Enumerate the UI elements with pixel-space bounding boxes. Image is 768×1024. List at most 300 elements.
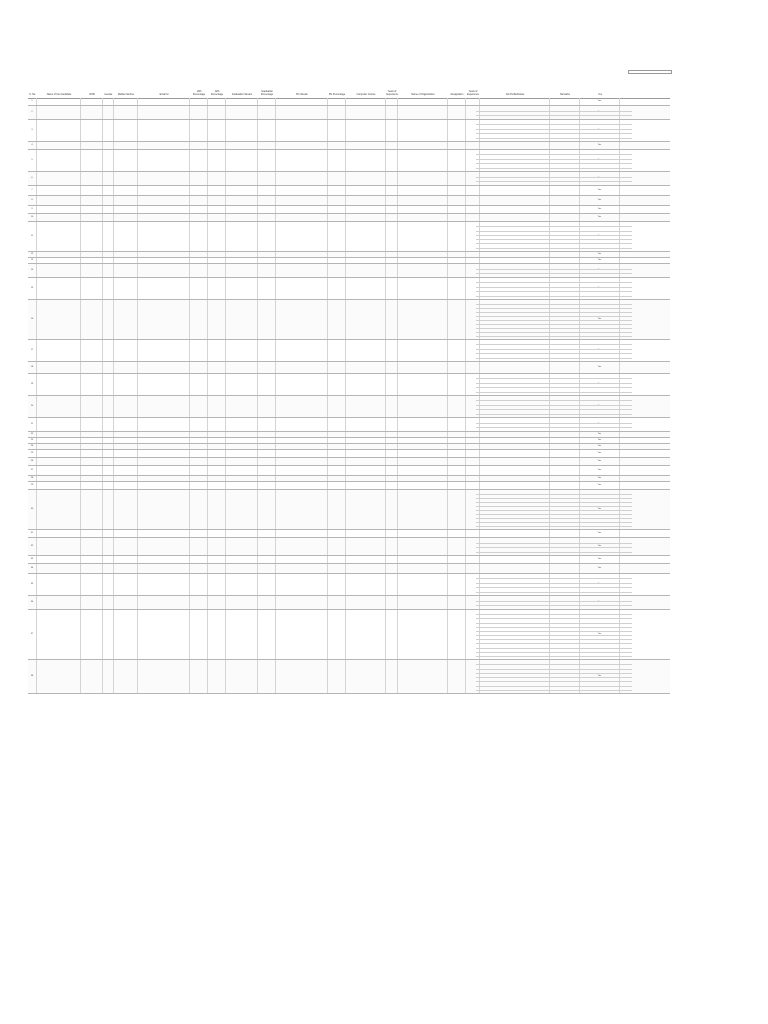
email-link[interactable] <box>138 530 190 537</box>
table-cell <box>346 252 386 257</box>
table-row <box>28 530 670 538</box>
eligibility-value: Yes <box>580 264 620 277</box>
table-cell <box>386 530 398 537</box>
candidate-name <box>37 150 81 171</box>
email-link[interactable] <box>138 476 190 481</box>
table-cell <box>81 222 103 251</box>
table-row <box>28 142 670 150</box>
email-link[interactable] <box>138 106 190 119</box>
table-cell <box>398 458 448 465</box>
header-cell: Name of Organization <box>411 93 435 96</box>
sub-row-divider <box>476 405 632 406</box>
table-cell <box>276 574 328 595</box>
table-header <box>28 70 670 99</box>
email-link[interactable] <box>138 374 190 395</box>
table-cell <box>346 258 386 263</box>
table-cell <box>398 482 448 489</box>
table-cell <box>208 538 226 555</box>
table-cell <box>398 418 448 431</box>
sub-row-divider <box>476 652 632 653</box>
table-cell <box>346 432 386 437</box>
sub-row-divider <box>476 526 632 527</box>
table-cell <box>114 340 138 361</box>
email-link[interactable] <box>138 98 190 105</box>
candidate-name <box>37 476 81 481</box>
table-cell <box>258 432 276 437</box>
sub-row-divider <box>476 427 632 428</box>
sub-row-divider <box>476 387 632 388</box>
eligibility-value: Yes <box>580 530 620 537</box>
table-cell <box>386 278 398 299</box>
email-link[interactable] <box>138 444 190 449</box>
sub-row-divider <box>476 592 632 593</box>
table-cell <box>448 120 466 141</box>
table-cell <box>190 362 208 373</box>
table-cell <box>103 396 114 417</box>
table-cell <box>466 438 480 443</box>
eligibility-value: Yes <box>580 476 620 481</box>
table-cell <box>258 252 276 257</box>
table-cell <box>258 438 276 443</box>
table-cell <box>190 252 208 257</box>
email-link[interactable] <box>138 538 190 555</box>
sub-row-divider <box>476 543 632 544</box>
table-cell <box>386 106 398 119</box>
email-link[interactable] <box>138 142 190 149</box>
table-cell <box>103 120 114 141</box>
table-cell <box>448 106 466 119</box>
table-cell <box>226 538 258 555</box>
table-cell <box>103 466 114 475</box>
table-cell <box>466 418 480 431</box>
table-cell <box>258 300 276 339</box>
table-cell <box>226 556 258 563</box>
candidate-name <box>37 300 81 339</box>
table-cell <box>466 98 480 105</box>
table-cell <box>226 530 258 537</box>
table-cell <box>190 530 208 537</box>
row-number: 2 <box>28 106 37 119</box>
row-number: 26 <box>28 458 37 465</box>
table-cell <box>208 556 226 563</box>
table-cell <box>550 142 580 149</box>
table-cell <box>276 564 328 573</box>
table-cell <box>466 172 480 185</box>
table-cell <box>328 196 346 205</box>
table-cell <box>550 444 580 449</box>
header-note <box>628 70 672 74</box>
sub-row-divider <box>476 133 632 134</box>
candidate-name <box>37 362 81 373</box>
table-cell <box>114 610 138 659</box>
table-cell <box>81 186 103 195</box>
table-cell <box>480 142 550 149</box>
table-row <box>28 396 670 418</box>
table-cell <box>81 150 103 171</box>
table-cell <box>346 564 386 573</box>
table-cell <box>208 214 226 221</box>
table-cell <box>226 432 258 437</box>
email-link[interactable] <box>138 490 190 529</box>
table-cell <box>208 222 226 251</box>
table-cell <box>276 206 328 213</box>
email-link[interactable] <box>138 186 190 195</box>
email-link[interactable] <box>138 206 190 213</box>
table-cell <box>208 476 226 481</box>
table-cell <box>550 450 580 457</box>
table-cell <box>190 142 208 149</box>
table-cell <box>258 196 276 205</box>
header-cell: PG Stream <box>296 93 308 96</box>
table-cell <box>114 186 138 195</box>
email-link[interactable] <box>138 450 190 457</box>
table-cell <box>480 214 550 221</box>
table-cell <box>226 150 258 171</box>
header-cell: Years of Experience <box>467 90 479 96</box>
email-link[interactable] <box>138 278 190 299</box>
sub-row-divider <box>476 552 632 553</box>
table-cell <box>114 574 138 595</box>
table-cell <box>114 450 138 457</box>
table-cell <box>103 264 114 277</box>
table-cell <box>103 482 114 489</box>
table-cell <box>398 300 448 339</box>
table-cell <box>114 264 138 277</box>
table-cell <box>226 466 258 475</box>
email-link[interactable] <box>138 214 190 221</box>
table-cell <box>190 556 208 563</box>
table-cell <box>276 106 328 119</box>
table-cell <box>386 538 398 555</box>
table-cell <box>276 222 328 251</box>
table-cell <box>466 206 480 213</box>
eligibility-value: Yes <box>580 150 620 171</box>
table-cell <box>190 564 208 573</box>
table-row <box>28 574 670 596</box>
table-cell <box>114 222 138 251</box>
table-cell <box>258 258 276 263</box>
table-cell <box>81 98 103 105</box>
sub-row-divider <box>476 324 632 325</box>
header-cell: Graduation Stream <box>231 93 253 96</box>
email-link[interactable] <box>138 596 190 609</box>
table-row <box>28 300 670 340</box>
header-cell: Job Profile/Duties <box>505 93 525 96</box>
eligibility-value: Yes <box>580 660 620 693</box>
table-cell <box>480 450 550 457</box>
table-cell <box>328 150 346 171</box>
eligibility-value: Yes <box>580 418 620 431</box>
sub-row-divider <box>476 635 632 636</box>
row-number: 1 <box>28 98 37 105</box>
table-cell <box>466 450 480 457</box>
table-cell <box>103 444 114 449</box>
table-cell <box>386 458 398 465</box>
table-cell <box>276 172 328 185</box>
table-row <box>28 556 670 564</box>
table-cell <box>208 458 226 465</box>
eligibility-value: Yes <box>580 564 620 573</box>
sub-row-divider <box>476 673 632 674</box>
table-cell <box>114 482 138 489</box>
table-cell <box>208 610 226 659</box>
email-link[interactable] <box>138 438 190 443</box>
table-cell <box>480 458 550 465</box>
table-cell <box>480 362 550 373</box>
email-link[interactable] <box>138 150 190 171</box>
email-link[interactable] <box>138 564 190 573</box>
table-cell <box>480 466 550 475</box>
header-cell: Computer Course <box>356 93 376 96</box>
candidate-name <box>37 466 81 475</box>
table-row <box>28 490 670 530</box>
email-link[interactable] <box>138 196 190 205</box>
table-cell <box>480 564 550 573</box>
table-cell <box>208 206 226 213</box>
candidate-name <box>37 444 81 449</box>
email-link[interactable] <box>138 172 190 185</box>
email-link[interactable] <box>138 222 190 251</box>
eligibility-value: Yes <box>580 438 620 443</box>
table-cell <box>276 458 328 465</box>
table-cell <box>81 120 103 141</box>
sub-row-divider <box>476 518 632 519</box>
table-cell <box>226 264 258 277</box>
table-cell <box>103 556 114 563</box>
row-number: 6 <box>28 172 37 185</box>
header-cell: 12th Percentage <box>210 90 224 96</box>
table-cell <box>226 214 258 221</box>
table-cell <box>276 300 328 339</box>
sub-row-divider <box>476 163 632 164</box>
table-cell <box>190 172 208 185</box>
table-cell <box>346 466 386 475</box>
header-cell: DOB <box>89 93 95 96</box>
table-cell <box>448 214 466 221</box>
email-link[interactable] <box>138 258 190 263</box>
table-cell <box>448 596 466 609</box>
table-cell <box>276 530 328 537</box>
table-cell <box>114 396 138 417</box>
row-number: 38 <box>28 660 37 693</box>
table-cell <box>398 120 448 141</box>
table-cell <box>276 340 328 361</box>
row-number: 30 <box>28 490 37 529</box>
table-cell <box>328 530 346 537</box>
table-cell <box>448 466 466 475</box>
row-number: 9 <box>28 206 37 213</box>
eligibility-value: Yes <box>580 222 620 251</box>
table-cell <box>114 214 138 221</box>
table-cell <box>550 564 580 573</box>
table-cell <box>258 556 276 563</box>
table-cell <box>258 444 276 449</box>
table-cell <box>190 196 208 205</box>
table-cell <box>398 660 448 693</box>
table-cell <box>258 278 276 299</box>
table-cell <box>398 596 448 609</box>
row-number: 3 <box>28 120 37 141</box>
table-cell <box>190 610 208 659</box>
sub-row-divider <box>476 514 632 515</box>
table-cell <box>398 564 448 573</box>
table-row <box>28 222 670 252</box>
table-cell <box>386 444 398 449</box>
table-cell <box>258 206 276 213</box>
table-cell <box>466 362 480 373</box>
sub-row-divider <box>476 681 632 682</box>
table-cell <box>328 252 346 257</box>
table-cell <box>258 142 276 149</box>
email-link[interactable] <box>138 574 190 595</box>
email-link[interactable] <box>138 418 190 431</box>
table-cell <box>466 258 480 263</box>
table-cell <box>114 300 138 339</box>
table-cell <box>328 432 346 437</box>
table-cell <box>114 432 138 437</box>
sub-row-divider <box>476 378 632 379</box>
candidate-name <box>37 418 81 431</box>
table-cell <box>114 106 138 119</box>
table-cell <box>114 458 138 465</box>
table-cell <box>346 444 386 449</box>
table-cell <box>480 418 550 431</box>
table-cell <box>448 222 466 251</box>
email-link[interactable] <box>138 432 190 437</box>
email-link[interactable] <box>138 362 190 373</box>
table-cell <box>480 196 550 205</box>
table-cell <box>386 186 398 195</box>
table-cell <box>346 98 386 105</box>
table-cell <box>208 98 226 105</box>
table-cell <box>550 362 580 373</box>
sub-row-divider <box>476 168 632 169</box>
table-cell <box>448 258 466 263</box>
email-link[interactable] <box>138 466 190 475</box>
table-cell <box>448 196 466 205</box>
table-cell <box>398 556 448 563</box>
table-cell <box>398 438 448 443</box>
table-cell <box>346 362 386 373</box>
table-cell <box>466 196 480 205</box>
table-cell <box>81 206 103 213</box>
table-cell <box>398 396 448 417</box>
table-cell <box>190 490 208 529</box>
row-number: 7 <box>28 186 37 195</box>
table-cell <box>448 264 466 277</box>
email-link[interactable] <box>138 458 190 465</box>
table-cell <box>81 530 103 537</box>
sub-row-divider <box>476 648 632 649</box>
sub-row-divider <box>476 400 632 401</box>
table-cell <box>103 106 114 119</box>
table-cell <box>81 340 103 361</box>
table-cell <box>208 574 226 595</box>
eligibility-value: Yes <box>580 196 620 205</box>
sub-row-divider <box>476 639 632 640</box>
table-cell <box>81 172 103 185</box>
table-cell <box>448 476 466 481</box>
table-cell <box>258 610 276 659</box>
table-cell <box>398 450 448 457</box>
table-cell <box>328 206 346 213</box>
sub-row-divider <box>476 587 632 588</box>
table-cell <box>328 222 346 251</box>
table-cell <box>328 538 346 555</box>
sub-row-divider <box>476 304 632 305</box>
table-cell <box>398 476 448 481</box>
table-cell <box>258 264 276 277</box>
table-cell <box>398 98 448 105</box>
table-cell <box>466 142 480 149</box>
sub-row-divider <box>476 669 632 670</box>
table-cell <box>81 458 103 465</box>
table-cell <box>190 186 208 195</box>
table-cell <box>258 538 276 555</box>
table-cell <box>346 300 386 339</box>
table-cell <box>398 538 448 555</box>
sub-row-divider <box>476 656 632 657</box>
row-number: 14 <box>28 264 37 277</box>
eligibility-value: Yes <box>580 444 620 449</box>
table-cell <box>550 258 580 263</box>
table-cell <box>258 120 276 141</box>
eligibility-value: Yes <box>580 610 620 659</box>
row-number: 25 <box>28 450 37 457</box>
email-link[interactable] <box>138 610 190 659</box>
table-cell <box>550 432 580 437</box>
email-link[interactable] <box>138 482 190 489</box>
table-cell <box>550 214 580 221</box>
table-cell <box>114 538 138 555</box>
table-cell <box>386 150 398 171</box>
table-cell <box>346 214 386 221</box>
candidate-name <box>37 438 81 443</box>
table-cell <box>276 466 328 475</box>
candidate-name <box>37 258 81 263</box>
candidate-name <box>37 172 81 185</box>
table-cell <box>114 278 138 299</box>
email-link[interactable] <box>138 300 190 339</box>
table-cell <box>398 374 448 395</box>
table-cell <box>550 530 580 537</box>
table-row <box>28 106 670 120</box>
row-number: 15 <box>28 278 37 299</box>
table-cell <box>328 214 346 221</box>
email-link[interactable] <box>138 264 190 277</box>
eligibility-value: Yes <box>580 98 620 105</box>
email-link[interactable] <box>138 120 190 141</box>
table-cell <box>276 214 328 221</box>
email-link[interactable] <box>138 396 190 417</box>
email-link[interactable] <box>138 556 190 563</box>
table-cell <box>480 596 550 609</box>
email-link[interactable] <box>138 660 190 693</box>
email-link[interactable] <box>138 252 190 257</box>
table-cell <box>328 362 346 373</box>
table-cell <box>448 458 466 465</box>
table-cell <box>386 120 398 141</box>
table-cell <box>466 482 480 489</box>
table-cell <box>480 258 550 263</box>
table-cell <box>208 252 226 257</box>
sub-row-divider <box>476 282 632 283</box>
sub-row-divider <box>476 623 632 624</box>
sub-row-divider <box>476 312 632 313</box>
table-cell <box>328 490 346 529</box>
email-link[interactable] <box>138 340 190 361</box>
table-cell <box>328 300 346 339</box>
